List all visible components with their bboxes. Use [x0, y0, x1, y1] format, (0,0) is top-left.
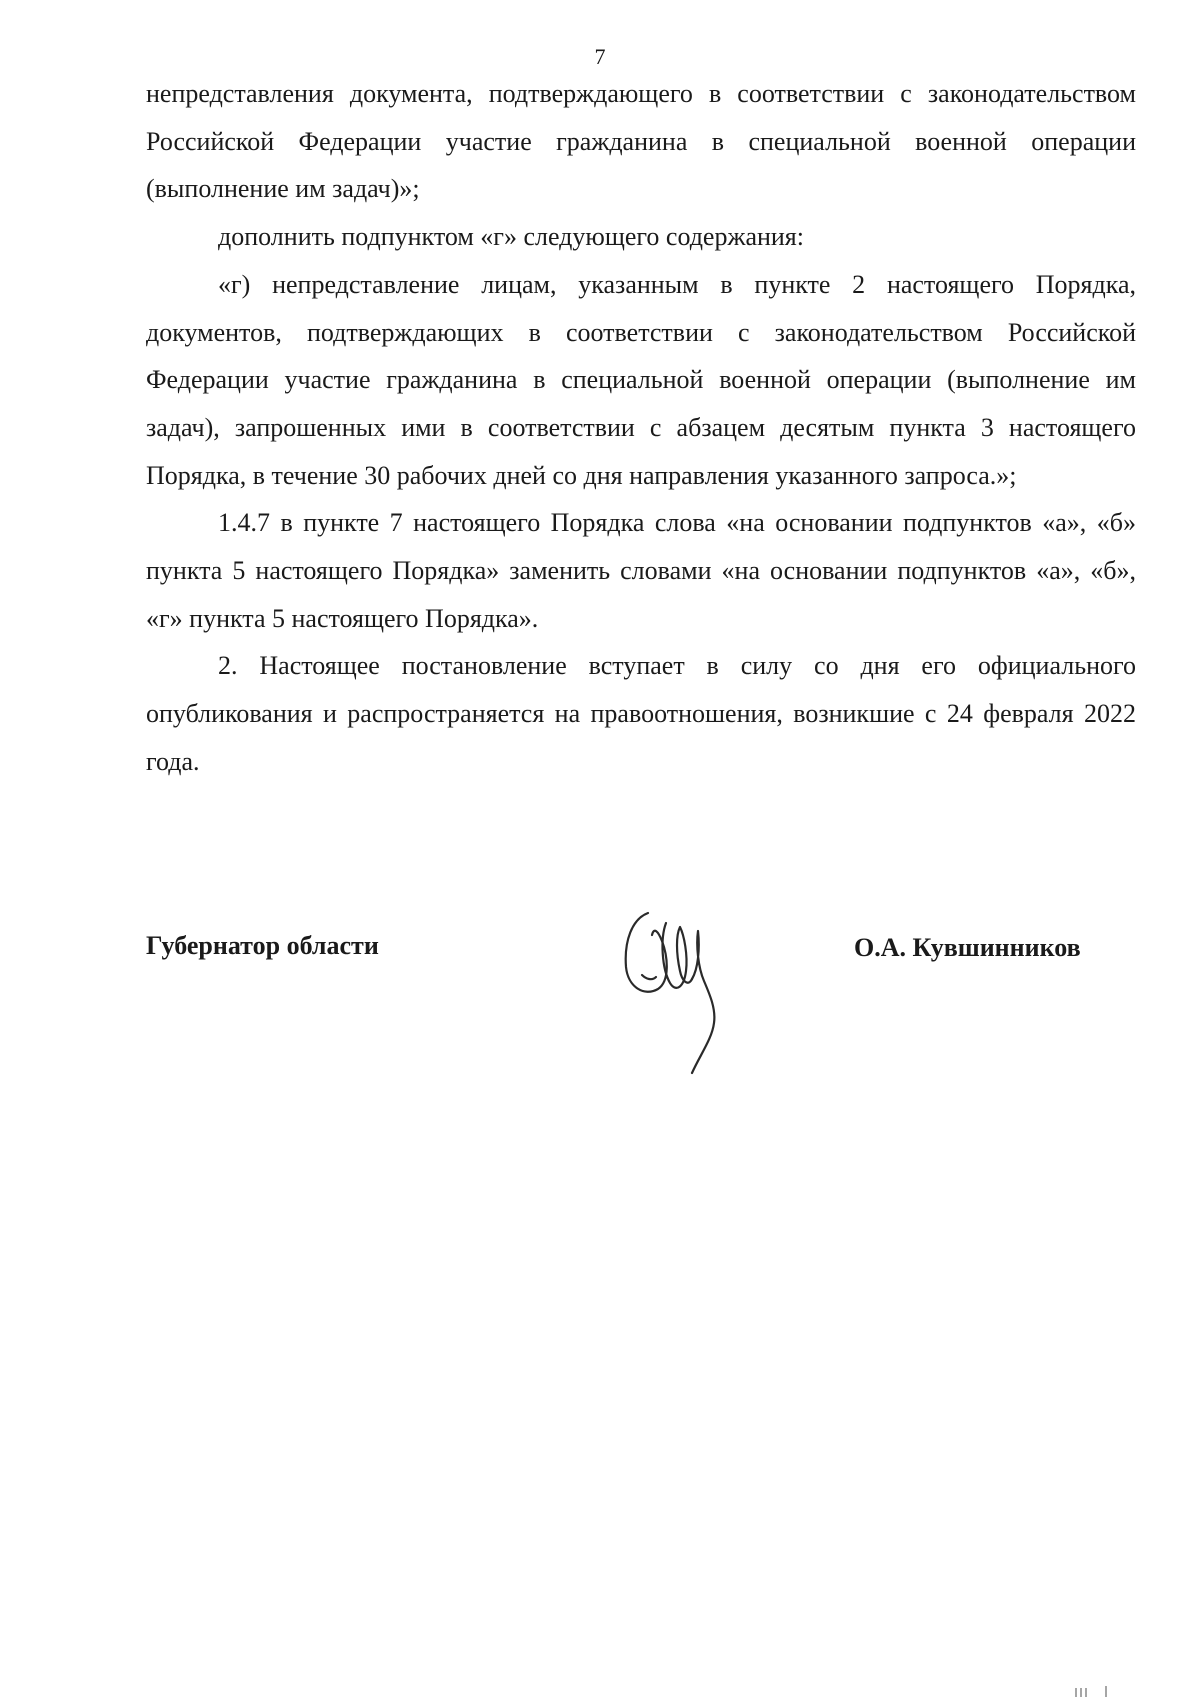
paragraph-subitem-g: «г) непредставление лицам, указанным в пункте 2 настоящего Порядка, документов, подтверждающих в соответствии с законодательством Российской Федерации участие гражданина в специальной военной операции (выполнение им задач), запрошенных ими в соответствии с абзацем десятым пункта 3 настоящего Порядка, в течение 30 рабочих дней со дня направления указанного запроса.»; — [146, 269, 1136, 490]
signatory-title: Губернатор области — [146, 931, 379, 960]
paragraph-item-1-4-7: 1.4.7 в пункте 7 настоящего Порядка слова «на основании подпунктов «а», «б» пункта 5 настоящего Порядка» заменить словами «на основании подпунктов «а», «б», «г» пункта 5 настоящего Порядка». — [146, 508, 1136, 633]
signatory-name: О.А. Кувшинников — [854, 933, 1081, 962]
page-number: 7 — [594, 44, 606, 69]
paragraph-continuation: непредставления документа, подтверждающего в соответствии с законодательством Российской Федерации участие гражданина в специальной военной операции (выполнение им задач)»; — [146, 79, 1136, 204]
paragraph-supplement-intro: дополнить подпунктом «г» следующего содержания: — [218, 222, 804, 252]
paragraph-item-2: 2. Настоящее постановление вступает в силу со дня его официального опубликования и распространяется на правоотношения, возникшие с 24 февраля 2022 года. — [146, 651, 1136, 776]
handwritten-signature-icon — [618, 905, 728, 1075]
document-body — [146, 70, 1136, 786]
scan-edge-mark-icon — [1072, 1686, 1112, 1697]
